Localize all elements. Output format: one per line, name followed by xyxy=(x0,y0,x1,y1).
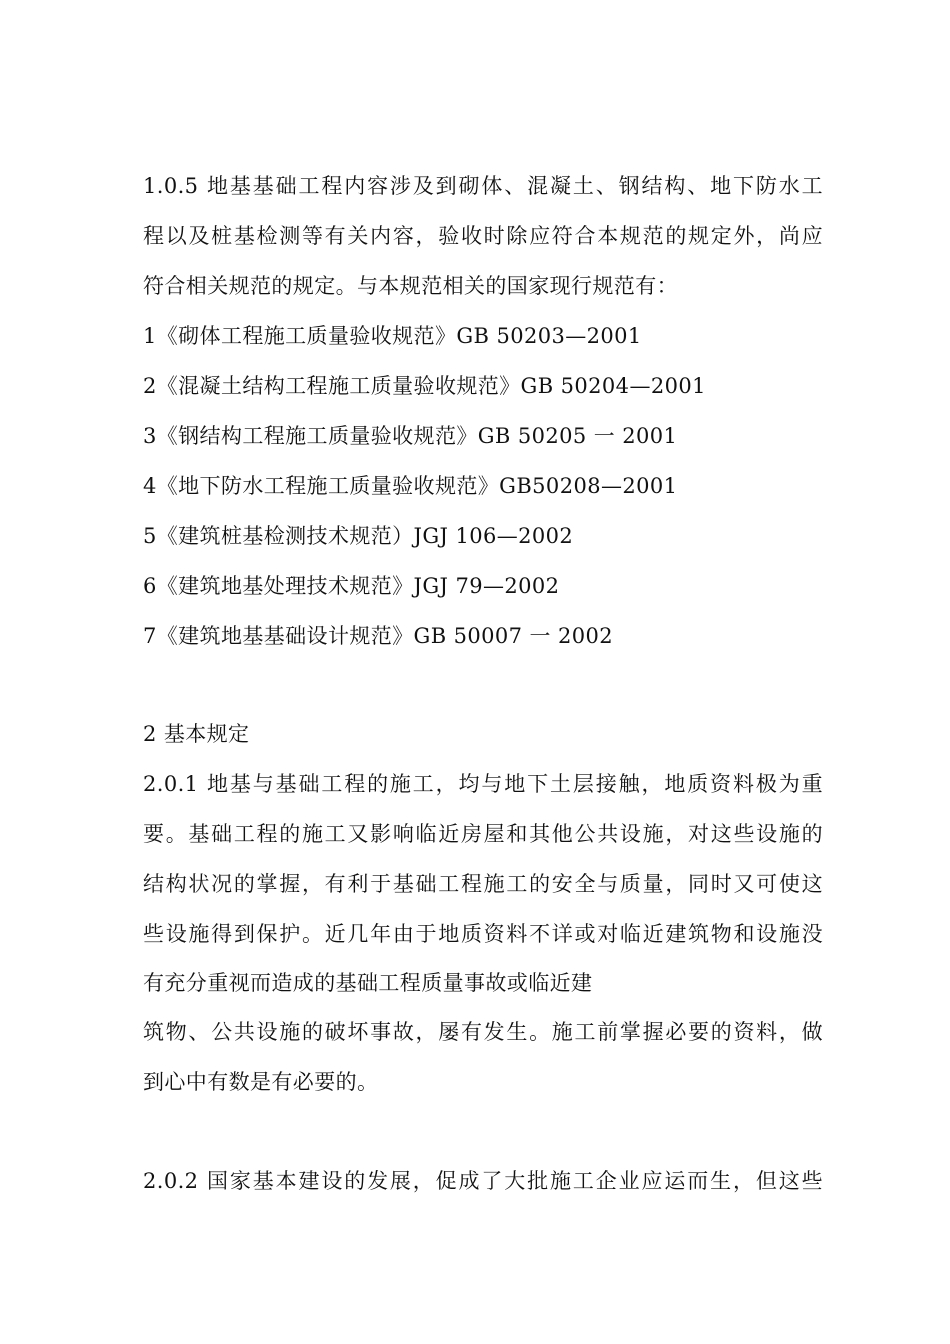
paragraph-2-0-1-line-3: 结构状况的掌握，有利于基础工程施工的安全与质量，同时又可使这 xyxy=(143,872,823,896)
standard-item-7: 7《建筑地基基础设计规范》GB 50007 一 2002 xyxy=(143,624,614,648)
paragraph-2-0-1-line-5: 有充分重视而造成的基础工程质量事故或临近建 xyxy=(143,971,593,995)
standard-item-4: 4《地下防水工程施工质量验收规范》GB50208—2001 xyxy=(143,474,678,498)
standard-item-3: 3《钢结构工程施工质量验收规范》GB 50205 一 2001 xyxy=(143,424,678,448)
standard-item-2: 2《混凝土结构工程施工质量验收规范》GB 50204—2001 xyxy=(143,374,706,398)
standard-item-1: 1《砌体工程施工质量验收规范》GB 50203—2001 xyxy=(143,324,642,348)
standard-item-6: 6《建筑地基处理技术规范》JGJ 79—2002 xyxy=(143,574,560,598)
paragraph-1-0-5-line-2: 程以及桩基检测等有关内容，验收时除应符合本规范的规定外，尚应 xyxy=(143,224,823,248)
paragraph-2-0-1-line-7: 到心中有数是有必要的。 xyxy=(143,1070,379,1094)
paragraph-2-0-2-line-1: 2.0.2 国家基本建设的发展，促成了大批施工企业应运而生，但这些 xyxy=(143,1169,823,1193)
paragraph-1-0-5-line-3: 符合相关规范的规定。与本规范相关的国家现行规范有： xyxy=(143,274,678,298)
paragraph-2-0-1-line-4: 些设施得到保护。近几年由于地质资料不详或对临近建筑物和设施没 xyxy=(143,922,823,946)
paragraph-1-0-5-line-1: 1.0.5 地基基础工程内容涉及到砌体、混凝土、钢结构、地下防水工 xyxy=(143,174,823,198)
paragraph-2-0-1-line-1: 2.0.1 地基与基础工程的施工，均与地下土层接触，地质资料极为重 xyxy=(143,772,823,796)
paragraph-2-0-1-line-6: 筑物、公共设施的破坏事故，屡有发生。施工前掌握必要的资料，做 xyxy=(143,1020,823,1044)
chapter-heading: 2 基本规定 xyxy=(143,722,250,746)
standard-item-5: 5《建筑桩基检测技术规范）JGJ 106—2002 xyxy=(143,524,574,548)
paragraph-2-0-1-line-2: 要。基础工程的施工又影响临近房屋和其他公共设施，对这些设施的 xyxy=(143,822,823,846)
